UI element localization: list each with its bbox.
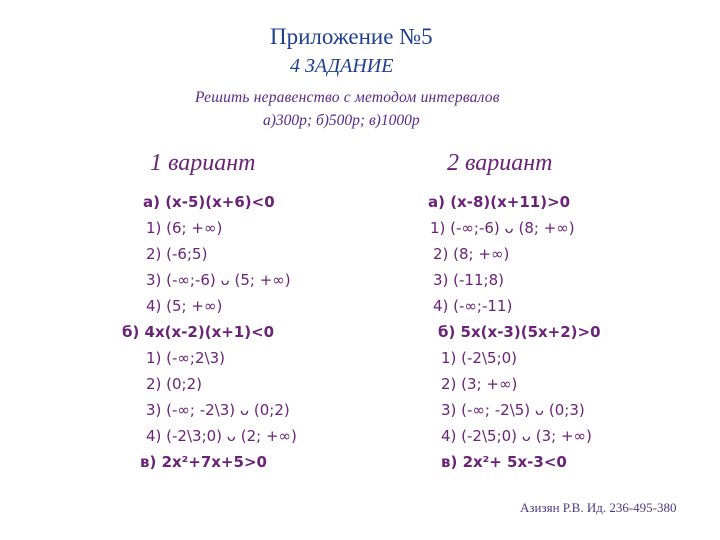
v1-b-option-2: 2) (0;2) [146, 375, 203, 393]
v1-question-c: в) 2х²+7х+5>0 [140, 453, 267, 471]
v1-a-option-2: 2) (-6;5) [146, 245, 208, 263]
v1-a-option-1: 1) (6; +∞) [146, 219, 223, 237]
v2-question-b: б) 5х(х-3)(5х+2)>0 [438, 323, 601, 341]
variant-1-heading: 1 вариант [150, 150, 256, 176]
v2-a-option-1: 1) (-∞;-6) ᴗ (8; +∞) [430, 219, 575, 237]
v1-b-option-3: 3) (-∞; -2\3) ᴗ (0;2) [146, 401, 290, 419]
v2-a-option-2: 2) (8; +∞) [433, 245, 510, 263]
v1-b-option-4: 4) (-2\3;0) ᴗ (2; +∞) [146, 427, 297, 445]
variant-2-heading: 2 вариант [447, 150, 553, 176]
assignment-subtitle: 4 ЗАДАНИЕ [290, 55, 394, 77]
v1-b-option-1: 1) (-∞;2\3) [146, 349, 225, 367]
v2-b-option-1: 1) (-2\5;0) [441, 349, 518, 367]
author-credit: Азизян Р.В. Ид. 236-495-380 [520, 500, 677, 515]
v2-a-option-3: 3) (-11;8) [433, 271, 504, 289]
v1-question-a: а) (х-5)(х+6)<0 [143, 193, 275, 211]
v1-question-b: б) 4х(х-2)(х+1)<0 [122, 323, 275, 341]
task-instruction: Решить неравенство с методом интервалов [195, 89, 500, 106]
v2-b-option-3: 3) (-∞; -2\5) ᴗ (0;3) [441, 401, 585, 419]
price-list: а)300р; б)500р; в)1000р [263, 112, 420, 129]
v2-b-option-2: 2) (3; +∞) [441, 375, 518, 393]
v2-a-option-4: 4) (-∞;-11) [433, 297, 513, 315]
page-title: Приложение №5 [270, 24, 433, 49]
v2-question-c: в) 2х²+ 5х-3<0 [441, 453, 567, 471]
v2-question-a: а) (х-8)(х+11)>0 [428, 193, 571, 211]
v1-a-option-3: 3) (-∞;-6) ᴗ (5; +∞) [146, 271, 291, 289]
v2-b-option-4: 4) (-2\5;0) ᴗ (3; +∞) [441, 427, 592, 445]
v1-a-option-4: 4) (5; +∞) [146, 297, 223, 315]
